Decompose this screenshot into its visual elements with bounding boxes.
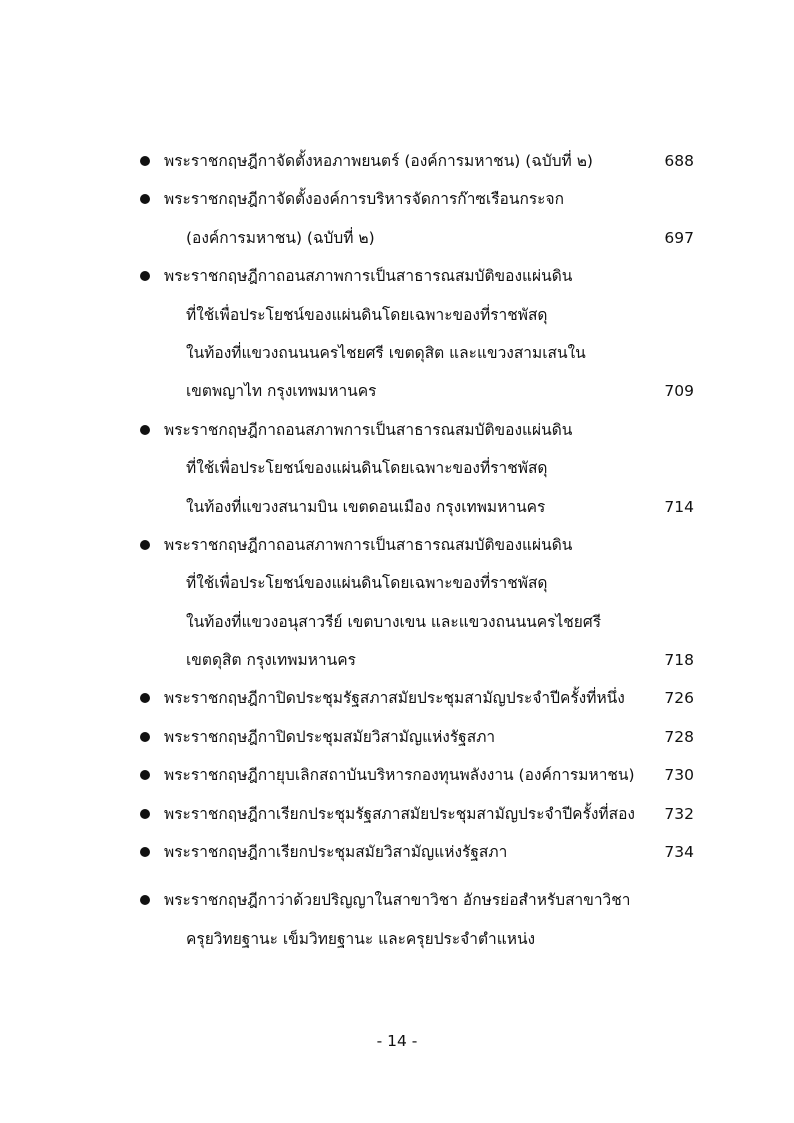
toc-entry-line (138, 334, 694, 372)
entry-title: พระราชกฤษฎีกาว่าด้วยปริญญาในสาขาวิชา อักษรย่อสำหรับสาขาวิชา (164, 891, 631, 910)
entry-title: พระราชกฤษฎีกาถอนสภาพการเป็นสาธารณสมบัติของแผ่นดิน (164, 267, 573, 286)
entry-title: พระราชกฤษฎีกาเรียกประชุมรัฐสภาสมัยประชุมสามัญประจำปีครั้งที่สอง (164, 804, 635, 823)
toc-entry (138, 526, 694, 680)
bullet-icon (140, 156, 150, 166)
entry-page-number: 728 (664, 727, 694, 746)
toc-entry-line (138, 296, 694, 334)
table-of-contents (138, 142, 694, 958)
bullet-icon (140, 194, 150, 204)
bullet-icon (140, 540, 150, 550)
bullet-icon (140, 271, 150, 281)
bullet-icon (140, 809, 150, 819)
entry-title: ในท้องที่แขวงถนนนครไชยศรี เขตดุสิต และแขวงสามเสนใน (186, 343, 586, 362)
page-number: - 14 - (376, 1032, 418, 1050)
entry-title: ครุยวิทยฐานะ เข็มวิทยฐานะ และครุยประจำตำแหน่ง (186, 929, 536, 948)
entry-title: พระราชกฤษฎีกาปิดประชุมรัฐสภาสมัยประชุมสามัญประจำปีครั้งที่หนึ่ง (164, 689, 625, 708)
toc-entry (138, 881, 694, 958)
toc-entry-line (138, 526, 694, 564)
toc-entry (138, 795, 694, 833)
entry-page-number: 697 (664, 228, 694, 247)
entry-title: พระราชกฤษฎีกาจัดตั้งหอภาพยนตร์ (องค์การมหาชน) (ฉบับที่ ๒) (164, 152, 593, 170)
entry-title: ที่ใช้เพื่อประโยชน์ของแผ่นดินโดยเฉพาะของที่ราชพัสดุ (186, 305, 548, 324)
entry-page-number: 726 (664, 689, 694, 708)
toc-entry-line (138, 679, 694, 717)
bullet-icon (140, 693, 150, 703)
toc-entry (138, 833, 694, 871)
entry-title: เขตดุสิต กรุงเทพมหานคร (186, 651, 356, 670)
toc-entry (138, 718, 694, 756)
toc-entry-line (138, 372, 694, 410)
toc-entry-line (138, 833, 694, 871)
toc-entry-line (138, 142, 694, 180)
toc-entry-line (138, 257, 694, 295)
entry-title: ในท้องที่แขวงสนามบิน เขตดอนเมือง กรุงเทพมหานคร (186, 497, 546, 516)
toc-entry-line (138, 795, 694, 833)
toc-entry (138, 257, 694, 411)
entry-title: ที่ใช้เพื่อประโยชน์ของแผ่นดินโดยเฉพาะของที่ราชพัสดุ (186, 574, 548, 593)
toc-entry (138, 411, 694, 526)
bullet-icon (140, 895, 150, 905)
entry-page-number: 734 (664, 843, 694, 862)
toc-entry (138, 142, 694, 180)
entry-page-number: 718 (664, 651, 694, 670)
toc-entry-line (138, 881, 694, 919)
entry-page-number: 732 (664, 804, 694, 823)
entry-page-number: 730 (664, 766, 694, 785)
entry-page-number: 714 (664, 497, 694, 516)
toc-entry (138, 180, 694, 257)
toc-entry-line (138, 488, 694, 526)
entry-title: เขตพญาไท กรุงเทพมหานคร (186, 382, 377, 401)
toc-entry-line (138, 449, 694, 487)
entry-title: ในท้องที่แขวงอนุสาวรีย์ เขตบางเขน และแขวงถนนนครไชยศรี (186, 612, 602, 631)
toc-entry-line (138, 564, 694, 602)
entry-title: พระราชกฤษฎีกาถอนสภาพการเป็นสาธารณสมบัติของแผ่นดิน (164, 535, 573, 554)
entry-title: พระราชกฤษฎีกาถอนสภาพการเป็นสาธารณสมบัติของแผ่นดิน (164, 420, 573, 439)
entry-title: พระราชกฤษฎีกาเรียกประชุมสมัยวิสามัญแห่งรัฐสภา (164, 843, 508, 862)
toc-entry-line (138, 718, 694, 756)
entry-title: พระราชกฤษฎีกาปิดประชุมสมัยวิสามัญแห่งรัฐสภา (164, 727, 496, 746)
bullet-icon (140, 770, 150, 780)
entry-title: (องค์การมหาชน) (ฉบับที่ ๒) (186, 228, 375, 247)
toc-entry-line (138, 411, 694, 449)
entry-title: พระราชกฤษฎีกาจัดตั้งองค์การบริหารจัดการก๊าซเรือนกระจก (164, 190, 564, 209)
bullet-icon (140, 732, 150, 742)
bullet-icon (140, 847, 150, 857)
bullet-icon (140, 425, 150, 435)
toc-entry (138, 756, 694, 794)
entry-page-number: 688 (664, 152, 694, 170)
toc-entry-line (138, 603, 694, 641)
entry-page-number: 709 (664, 382, 694, 401)
toc-entry (138, 679, 694, 717)
toc-entry-line (138, 920, 694, 958)
entry-title: ที่ใช้เพื่อประโยชน์ของแผ่นดินโดยเฉพาะของที่ราชพัสดุ (186, 459, 548, 478)
toc-entry-line (138, 641, 694, 679)
toc-entry-line (138, 756, 694, 794)
toc-entry-line (138, 180, 694, 218)
toc-entry-line (138, 219, 694, 257)
entry-title: พระราชกฤษฎีกายุบเลิกสถาบันบริหารกองทุนพลังงาน (องค์การมหาชน) (164, 766, 635, 785)
